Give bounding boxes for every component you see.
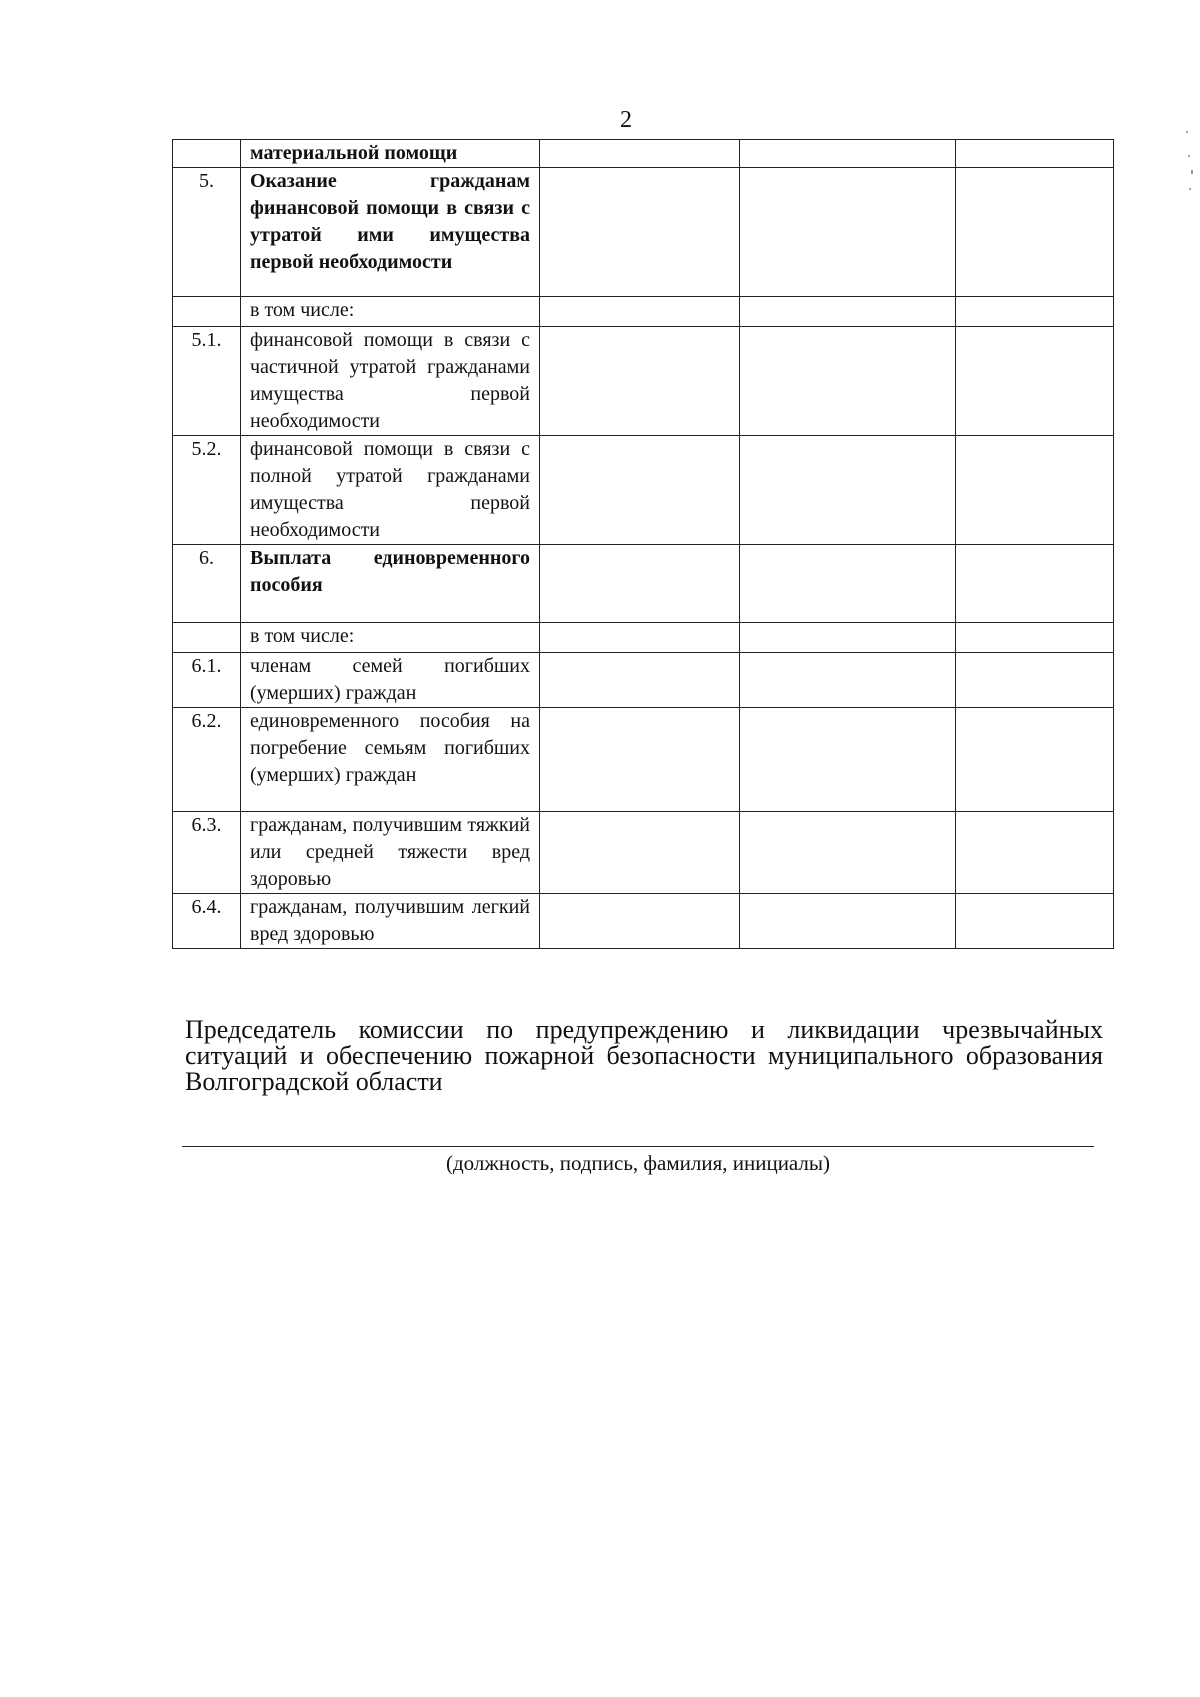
signature-caption: (должность, подпись, фамилия, инициалы) — [445, 1151, 831, 1175]
value-cell — [540, 708, 740, 812]
table-row — [173, 708, 1114, 812]
value-cell — [740, 812, 956, 894]
value-cell — [540, 812, 740, 894]
value-cell — [740, 168, 956, 297]
row-label: членам семей погибших (умерших) граждан — [241, 653, 540, 708]
table-row — [173, 327, 1114, 436]
assistance-table — [172, 139, 1114, 949]
row-label: финансовой помощи в связи с полной утратой гражданами имущества первой необходимости — [241, 436, 540, 545]
row-number: 6.4. — [173, 894, 241, 949]
value-cell — [740, 140, 956, 168]
value-cell — [540, 168, 740, 297]
value-cell — [740, 708, 956, 812]
row-label: Выплата единовременного пособия — [241, 545, 540, 623]
table-row — [173, 653, 1114, 708]
value-cell — [740, 623, 956, 653]
value-cell — [956, 653, 1114, 708]
row-number — [173, 297, 241, 327]
table-row — [173, 297, 1114, 327]
row-number: 5.2. — [173, 436, 241, 545]
value-cell — [740, 297, 956, 327]
table-row — [173, 168, 1114, 297]
scan-speck — [1191, 170, 1193, 174]
value-cell — [740, 545, 956, 623]
value-cell — [956, 812, 1114, 894]
value-cell — [540, 545, 740, 623]
row-number — [173, 140, 241, 168]
value-cell — [956, 297, 1114, 327]
value-cell — [956, 623, 1114, 653]
value-cell — [540, 623, 740, 653]
table-row — [173, 436, 1114, 545]
value-cell — [540, 297, 740, 327]
row-number: 6. — [173, 545, 241, 623]
row-label: в том числе: — [241, 297, 540, 327]
value-cell — [740, 436, 956, 545]
scan-speck — [1186, 131, 1188, 133]
value-cell — [540, 894, 740, 949]
table-row — [173, 623, 1114, 653]
table-row — [173, 894, 1114, 949]
value-cell — [540, 327, 740, 436]
row-label: финансовой помощи в связи с частичной утратой гражданами имущества первой необходимости — [241, 327, 540, 436]
value-cell — [540, 140, 740, 168]
row-number: 6.2. — [173, 708, 241, 812]
value-cell — [740, 653, 956, 708]
scan-speck — [1189, 188, 1191, 190]
row-label: в том числе: — [241, 623, 540, 653]
row-number: 5. — [173, 168, 241, 297]
value-cell — [956, 140, 1114, 168]
row-number: 6.3. — [173, 812, 241, 894]
value-cell — [956, 168, 1114, 297]
value-cell — [956, 327, 1114, 436]
row-label: Оказание гражданам финансовой помощи в связи с утратой ими имущества первой необходимости — [241, 168, 540, 297]
row-label: гражданам, получившим тяжкий или средней тяжести вред здоровью — [241, 812, 540, 894]
value-cell — [540, 436, 740, 545]
signature-position-text: Председатель комиссии по предупреждению и ликвидации чрезвычайных ситуаций и обеспечению пожарной безопасности муниципального образования Волгоградской области — [185, 1015, 1103, 1096]
row-number: 5.1. — [173, 327, 241, 436]
value-cell — [956, 545, 1114, 623]
row-label: гражданам, получившим легкий вред здоровью — [241, 894, 540, 949]
row-number: 6.1. — [173, 653, 241, 708]
value-cell — [956, 894, 1114, 949]
page-number: 2 — [620, 107, 632, 133]
row-label: единовременного пособия на погребение семьям погибших (умерших) граждан — [241, 708, 540, 812]
value-cell — [740, 894, 956, 949]
assistance-table-body — [173, 140, 1114, 949]
signature-line — [182, 1146, 1094, 1147]
row-number — [173, 623, 241, 653]
value-cell — [540, 653, 740, 708]
value-cell — [956, 436, 1114, 545]
scan-speck — [1188, 155, 1190, 157]
table-row — [173, 545, 1114, 623]
value-cell — [956, 708, 1114, 812]
table-row — [173, 140, 1114, 168]
value-cell — [740, 327, 956, 436]
row-label: материальной помощи — [241, 140, 540, 168]
table-row — [173, 812, 1114, 894]
